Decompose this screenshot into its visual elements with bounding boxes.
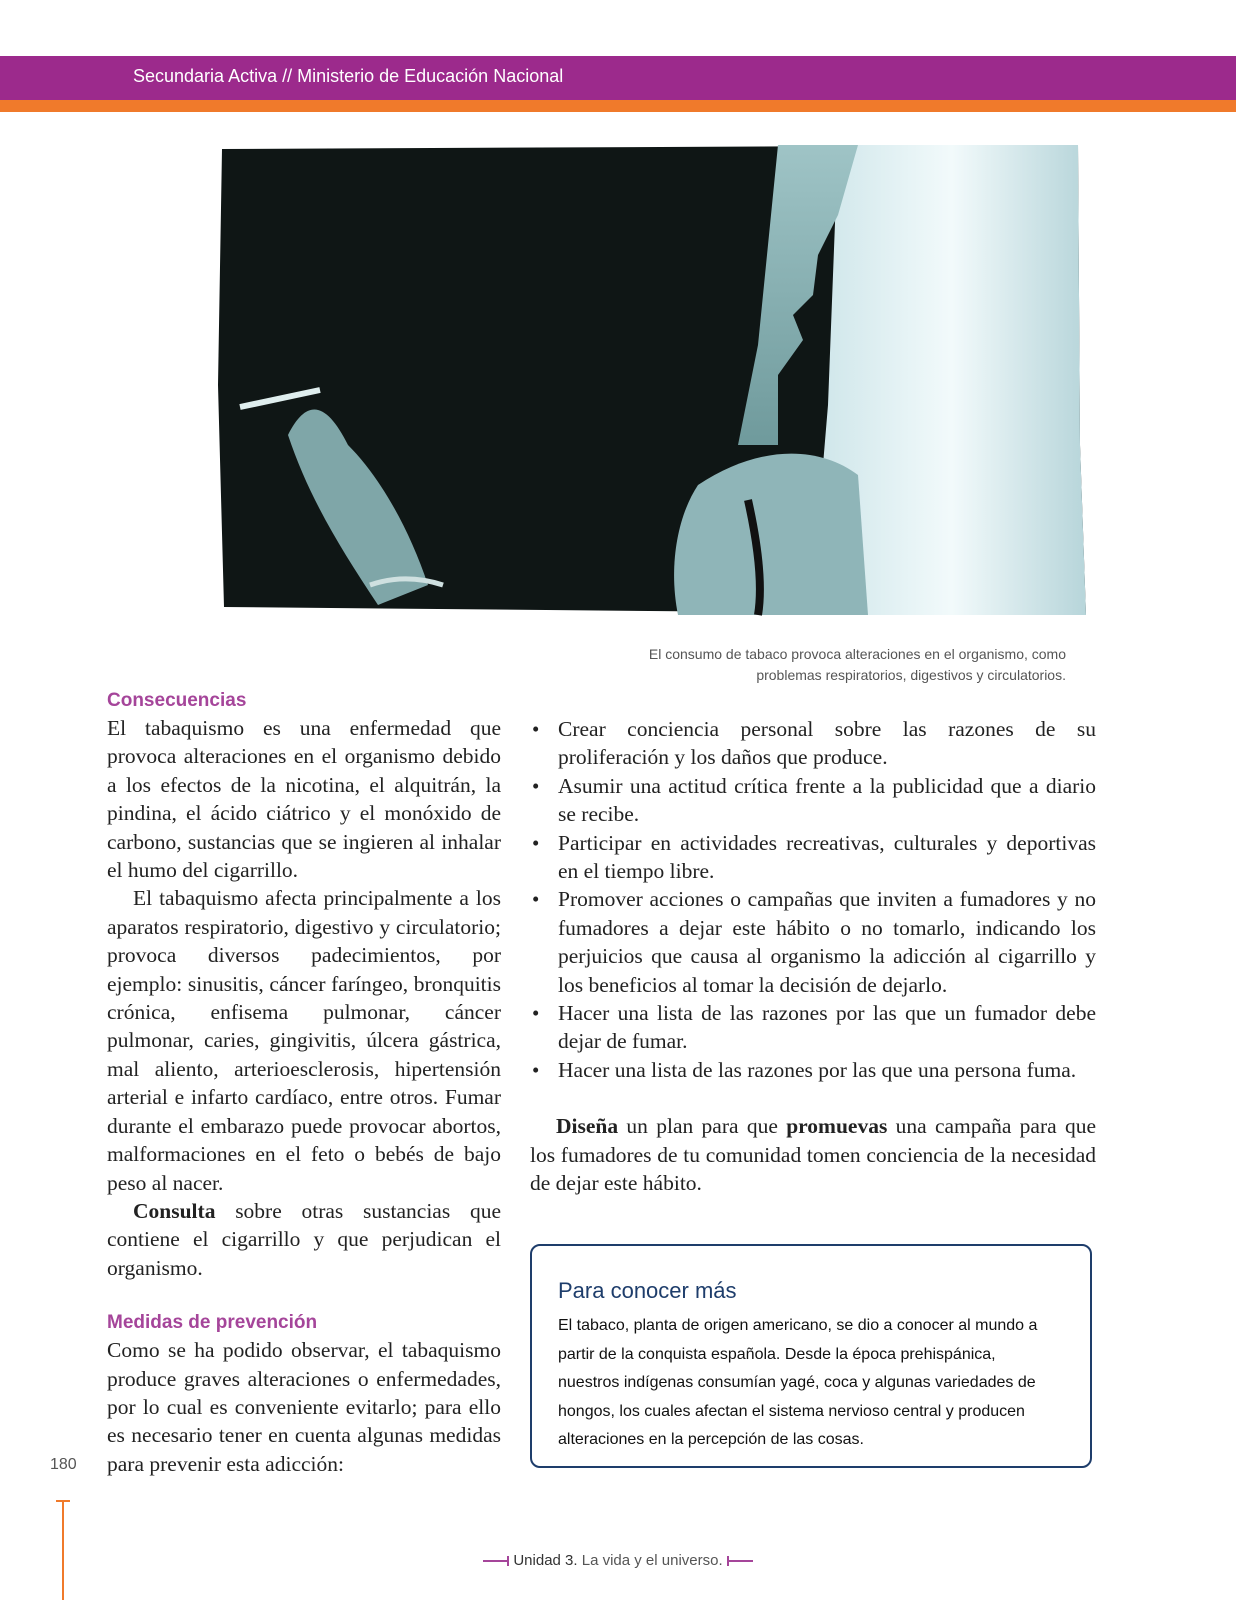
disena-text-2: una campaña para que los fumadores de tu comunidad tomen conciencia de la necesidad de dejar este hábito. <box>530 1114 1096 1196</box>
promuevas-bold: promuevas <box>786 1114 888 1139</box>
disena-text-1: un plan para que <box>618 1114 787 1139</box>
list-item: • Hacer una lista de las razones por las que un fumador debe dejar de fumar. <box>530 999 1096 1056</box>
consecuencias-heading: Consecuencias <box>107 690 247 711</box>
caption-line-1: El consumo de tabaco provoca alteraciones en el organismo, como <box>648 646 1066 662</box>
caption-line-2: problemas respiratorios, digestivos y circulatorios. <box>756 667 1066 683</box>
left-column <box>107 688 501 1478</box>
consulta-bold: Consulta <box>133 1198 216 1223</box>
list-item: • Participar en actividades recreativas, culturales y deportivas en el tiempo libre. <box>530 829 1096 886</box>
paragraph-prevention: Como se ha podido observar, el tabaquismo produce graves alteraciones o enfermedades, por lo cual es conveniente evitarlo; para ello es necesario tener en cuenta algunas medidas para prevenir esta adicción: <box>107 1338 501 1476</box>
paragraph-consulta <box>107 1197 501 1282</box>
page-number: 180 <box>50 1456 77 1473</box>
paragraph-disena <box>530 1112 1096 1197</box>
list-item: • Asumir una actitud crítica frente a la publicidad que a diario se recibe. <box>530 772 1096 829</box>
list-item: • Crear conciencia personal sobre las razones de su proliferación y los daños que produce. <box>530 715 1096 772</box>
smoking-woman-photo <box>218 145 1086 620</box>
footer-unit: Unidad 3. <box>513 1552 578 1569</box>
footer-line-left <box>483 1560 509 1562</box>
footer-unit-title: La vida y el universo. <box>577 1552 723 1569</box>
consulta-text: sobre otras sustancias que contiene el cigarrillo y que perjudican el organismo. <box>107 1198 501 1280</box>
disena-bold: Diseña <box>556 1114 619 1139</box>
list-item: • Promover acciones o campañas que inviten a fumadores y no fumadores a dejar este hábito o no tomarlo, indicando los perjuicios que causa al organismo la adicción al cigarrillo y los beneficios al tomar la decisión de dejarlo. <box>530 885 1096 999</box>
paragraph-effects: El tabaquismo afecta principalmente a los aparatos respiratorio, digestivo y circulatorio; provoca diversos padecimientos, por ejemplo: sinusitis, cáncer faríngeo, bronquitis crónica, enfisema pulmonar, cáncer pulmonar, caries, gingivitis, úlcera gástrica, mal aliento, arterioesclerosis, hipertensión arterial e infarto cardíaco, entre otros. Fumar durante el embarazo puede provocar abortos, malformaciones en el feto o bebés de bajo peso al nacer. <box>107 886 501 1195</box>
info-box-body: El tabaco, planta de origen americano, se dio a conocer al mundo a partir de la conquista española. Desde la época prehispánica, nuestros indígenas consumían yagé, coca y algunas variedades de hongos, los cuales afectan el sistema nervioso central y producen alteraciones en la percepción de las cosas. <box>558 1317 1038 1449</box>
footer <box>0 1552 1236 1569</box>
prevencion-heading: Medidas de prevención <box>107 1312 318 1334</box>
info-box-title: Para conocer más <box>558 1278 737 1303</box>
header-title: Secundaria Activa // Ministerio de Educación Nacional <box>133 66 564 86</box>
list-item: • Hacer una lista de las razones por las que una persona fuma. <box>530 1056 1096 1084</box>
prevention-list <box>530 715 1096 1084</box>
info-box <box>530 1244 1092 1468</box>
side-rule <box>62 1500 64 1600</box>
right-column <box>530 715 1096 1198</box>
paragraph-intro: El tabaquismo es una enfermedad que provoca alteraciones en el organismo debido a los efectos de la nicotina, el alquitrán, la pindina, el ácido ciátrico y el monóxido de carbono, sustancias que se ingieren al inhalar el humo del cigarrillo. <box>107 716 501 883</box>
footer-line-right <box>727 1560 753 1562</box>
photo-caption <box>649 644 1066 686</box>
header-stripe <box>0 100 1236 112</box>
